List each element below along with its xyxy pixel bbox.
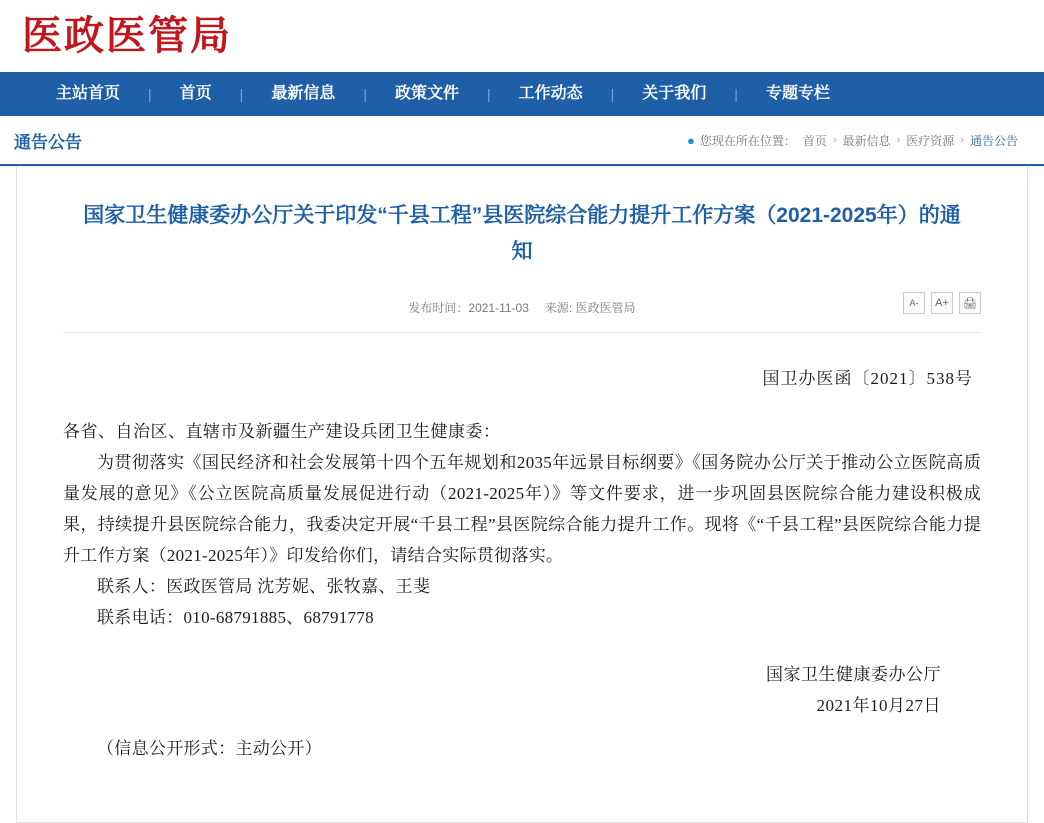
document-date: 2021年10月27日 [816, 696, 941, 715]
document-signature: 国家卫生健康委办公厅 [766, 665, 941, 684]
article-wrapper [0, 166, 1044, 823]
location-pin-icon: ● [687, 132, 695, 148]
nav-item-special-topics[interactable]: 专题专栏 [765, 85, 830, 102]
source-value: 医政医管局 [575, 300, 636, 315]
nav-item-about-us[interactable]: 关于我们 [642, 85, 707, 102]
nav-separator: | [363, 86, 367, 102]
nav-separator: | [486, 86, 491, 102]
breadcrumb-item-latest-news[interactable]: 最新信息 [842, 133, 891, 148]
nav-item-policy-documents[interactable]: 政策文件 [394, 85, 459, 102]
font-increase-button[interactable]: A+ [931, 292, 953, 314]
nav-item-latest-news[interactable]: 最新信息 [271, 85, 336, 102]
article-meta [408, 299, 635, 316]
chevron-right-icon: › [960, 134, 964, 146]
contact-phone: 联系电话：010-68791885、68791778 [97, 608, 374, 627]
site-header [0, 0, 1044, 72]
nav-item-main-home[interactable]: 主站首页 [56, 85, 121, 102]
nav-separator: | [610, 86, 615, 102]
breadcrumb-item-medical-resources[interactable]: 医疗资源 [906, 133, 955, 148]
page-title: 通告公告 [14, 132, 82, 152]
publish-time-value: 2021-11-03 [468, 300, 529, 315]
breadcrumb-item-home[interactable]: 首页 [802, 133, 827, 148]
chevron-right-icon: › [896, 134, 901, 146]
document-salutation: 各省、自治区、直辖市及新疆生产建设兵团卫生健康委： [63, 422, 501, 441]
main-navigation [0, 72, 1044, 116]
document-footnote: （信息公开形式：主动公开） [97, 739, 322, 758]
article-tools [903, 292, 981, 314]
nav-item-home[interactable]: 首页 [179, 85, 212, 102]
contact-person: 联系人：医政医管局 沈芳妮、张牧嘉、王斐 [97, 577, 431, 596]
chevron-right-icon: › [832, 134, 837, 146]
print-icon[interactable]: 🖨 [959, 292, 981, 314]
column-bar [0, 116, 1044, 166]
site-logo: 医政医管局 [22, 13, 232, 59]
breadcrumb [687, 132, 1018, 149]
article-title: 国家卫生健康委办公厅关于印发“千县工程”县医院综合能力提升工作方案（2021-2025年）的通知 [83, 204, 961, 263]
breadcrumb-current: 通告公告 [969, 133, 1018, 148]
font-decrease-button[interactable]: A- [903, 292, 925, 314]
nav-separator: | [148, 86, 152, 102]
document-number: 国卫办医函〔2021〕538号 [762, 369, 973, 388]
nav-separator: | [734, 86, 738, 102]
breadcrumb-label: 您现在所在位置： [699, 133, 796, 148]
publish-time-label: 发布时间： [408, 300, 469, 315]
article-body [63, 333, 981, 764]
document-paragraph: 为贯彻落实《国民经济和社会发展第十四个五年规划和2035年远景目标纲要》《国务院办公厅关于推动公立医院高质量发展的意见》《公立医院高质量发展促进行动（2021-2025年）》等文件要求，进一步巩固县医院综合能力建设积极成果，持续提升县医院综合能力，我委决定开展“千县工程”县医院综合能力提升工作。现将《“千县工程”县医院综合能力提升工作方案（2021-2025年）》印发给你们，请结合实际贯彻落实。 [63, 453, 981, 565]
article-card [16, 166, 1028, 823]
nav-item-work-updates[interactable]: 工作动态 [518, 85, 583, 102]
nav-separator: | [239, 86, 244, 102]
source-label: 来源: [544, 300, 573, 315]
article-meta-row [63, 292, 981, 322]
